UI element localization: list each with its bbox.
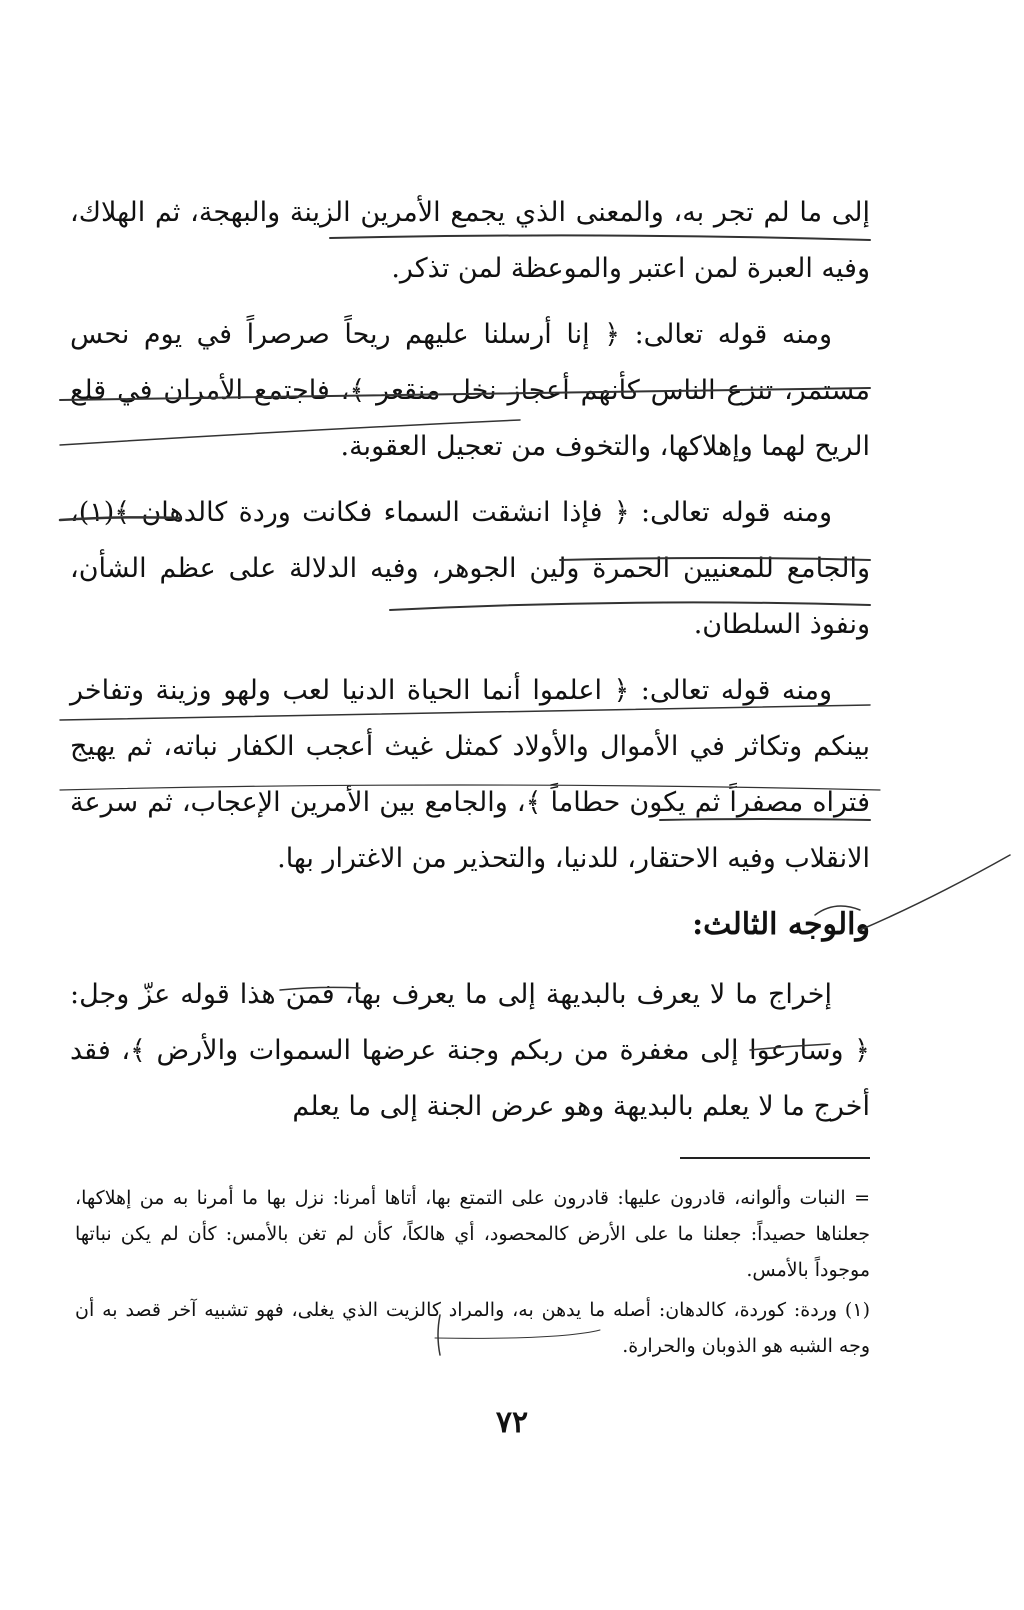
footnotes	[75, 1180, 870, 1368]
pen-mark	[860, 855, 1010, 930]
main-text	[70, 185, 870, 1145]
footnote-continued: = النبات وألوانه، قادرون عليها: قادرون على التمتع بها، أتاها أمرنا: نزل بها ما أمرنا به من إهلاكها، جعلناها حصيداً: جعلنا ما على الأرض كالمحصود، أي هالكاً، كأن لم تغن بالأمس: كأن لم يكن نباتها موجوداً بالأمس.	[75, 1187, 870, 1281]
section-paragraph: إخراج ما لا يعرف بالبديهة إلى ما يعرف بها، فمن هذا قوله عزّ وجل: ﴿ وسارعوا إلى مغفرة من ربكم وجنة عرضها السموات والأرض ﴾، فقد أخرج ما لا يعلم بالبديهة وهو عرض الجنة إلى ما يعلم	[70, 979, 870, 1122]
paragraph-4: ومنه قوله تعالى: ﴿ اعلموا أنما الحياة الدنيا لعب ولهو وزينة وتفاخر بينكم وتكاثر في الأموال والأولاد كمثل غيث أعجب الكفار نباته، ثم يهيج فتراه مصفراً ثم يكون حطاماً ﴾، والجامع بين الأمرين الإعجاب، ثم سرعة الانقلاب وفيه الاحتقار، للدنيا، والتحذير من الاغترار بها.	[70, 675, 870, 874]
paragraph-2: ومنه قوله تعالى: ﴿ إنا أرسلنا عليهم ريحاً صرصراً في يوم نحس مستمر، تنزع الناس كأنهم أعجاز نخل منقعر ﴾، فاجتمع الأمران في قلع الريح لهما وإهلاكها، والتخوف من تعجيل العقوبة.	[70, 319, 870, 462]
paragraph-1: إلى ما لم تجر به، والمعنى الذي يجمع الأمرين الزينة والبهجة، ثم الهلاك، وفيه العبرة لمن اعتبر والموعظة لمن تذكر.	[70, 197, 870, 284]
footnote-separator	[680, 1157, 870, 1159]
section-heading: والوجه الثالث:	[692, 907, 870, 942]
page-number: ٧٢	[495, 1405, 529, 1440]
footnote-1: (١) وردة: كوردة، كالدهان: أصله ما يدهن به، والمراد كالزيت الذي يغلى، فهو تشبيه آخر قصد به أن وجه الشبه هو الذوبان والحرارة.	[75, 1299, 870, 1357]
paragraph-3: ومنه قوله تعالى: ﴿ فإذا انشقت السماء فكانت وردة كالدهان ﴾(١)، والجامع للمعنيين الحمرة ولين الجوهر، وفيه الدلالة على عظم الشأن، ونفوذ السلطان.	[70, 497, 870, 640]
